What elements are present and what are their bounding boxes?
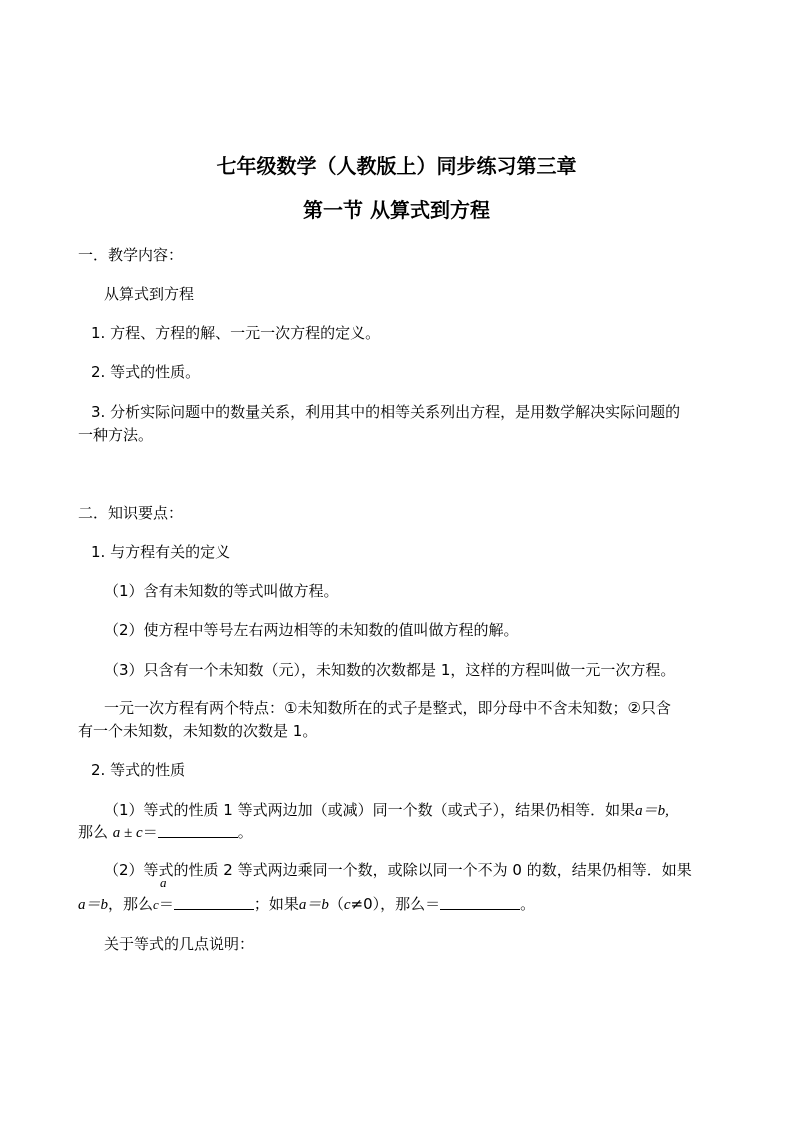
point-2-heading: 2. 等式的性质 — [91, 761, 186, 779]
fraction-denominator: c — [153, 897, 159, 912]
definition-3: （3）只含有一个未知数（元），未知数的次数都是 1，这样的方程叫做一元一次方程。 — [104, 661, 676, 679]
answer-blank-3[interactable] — [440, 895, 520, 910]
content-item-3-line-2: 一种方法。 — [78, 426, 154, 444]
answer-blank-1[interactable] — [158, 823, 238, 838]
property-2-line-2 — [78, 893, 535, 916]
document-title: 七年级数学（人教版上）同步练习第三章 — [216, 154, 577, 178]
period-2: 。 — [520, 895, 536, 913]
content-item-1: 1. 方程、方程的解、一元一次方程的定义。 — [91, 324, 381, 342]
definition-1: （1）含有未知数的等式叫做方程。 — [104, 582, 339, 600]
section-2-heading: 二．知识要点： — [78, 504, 184, 522]
if-text: ；如果 — [253, 895, 299, 913]
equals-sign-2: ＝ — [158, 895, 174, 913]
property-1-equation: a＝b, — [635, 803, 669, 819]
period: 。 — [237, 823, 253, 841]
topic-line: 从算式到方程 — [104, 285, 195, 303]
expression-a-plus-minus-c: a ± c — [112, 825, 143, 841]
property-2-line-1: （2）等式的性质 2 等式两边乘同一个数，或除以同一个不为 0 的数，结果仍相等．如果 — [104, 861, 692, 879]
then-text: ，那么 — [108, 895, 154, 913]
equals-sign: ＝ — [142, 823, 158, 841]
property-1-line-2 — [78, 821, 253, 844]
equation-a-equals-b-2: a＝b — [298, 897, 329, 913]
content-item-2: 2. 等式的性质。 — [91, 363, 201, 381]
definition-2: （2）使方程中等号左右两边相等的未知数的值叫做方程的解。 — [104, 621, 519, 639]
section-1-heading: 一．教学内容： — [78, 246, 184, 264]
notes-heading: 关于等式的几点说明： — [104, 935, 255, 953]
answer-blank-2[interactable] — [174, 895, 254, 910]
then-word: 那么 — [78, 823, 109, 841]
equation-a-equals-b: a＝b — [78, 897, 109, 913]
section-subtitle: 第一节 从算式到方程 — [303, 198, 490, 222]
paren-open: （ — [328, 895, 344, 913]
feature-line-2: 有一个未知数，未知数的次数是 1。 — [78, 722, 318, 740]
variable-c: c — [343, 897, 351, 913]
point-1-heading: 1. 与方程有关的定义 — [91, 543, 231, 561]
property-1-text: （1）等式的性质 1 等式两边加（或减）同一个数（或式子），结果仍相等．如果 — [104, 801, 636, 819]
content-item-3-line-1: 3. 分析实际问题中的数量关系，利用其中的相等关系列出方程，是用数学解决实际问题的 — [91, 403, 681, 421]
property-1-line-1 — [104, 799, 669, 822]
condition-then: ≠0），那么＝ — [350, 895, 441, 913]
fraction-numerator: a — [160, 875, 167, 890]
feature-line-1: 一元一次方程有两个特点：①未知数所在的式子是整式，即分母中不含未知数；②只含 — [104, 699, 671, 717]
